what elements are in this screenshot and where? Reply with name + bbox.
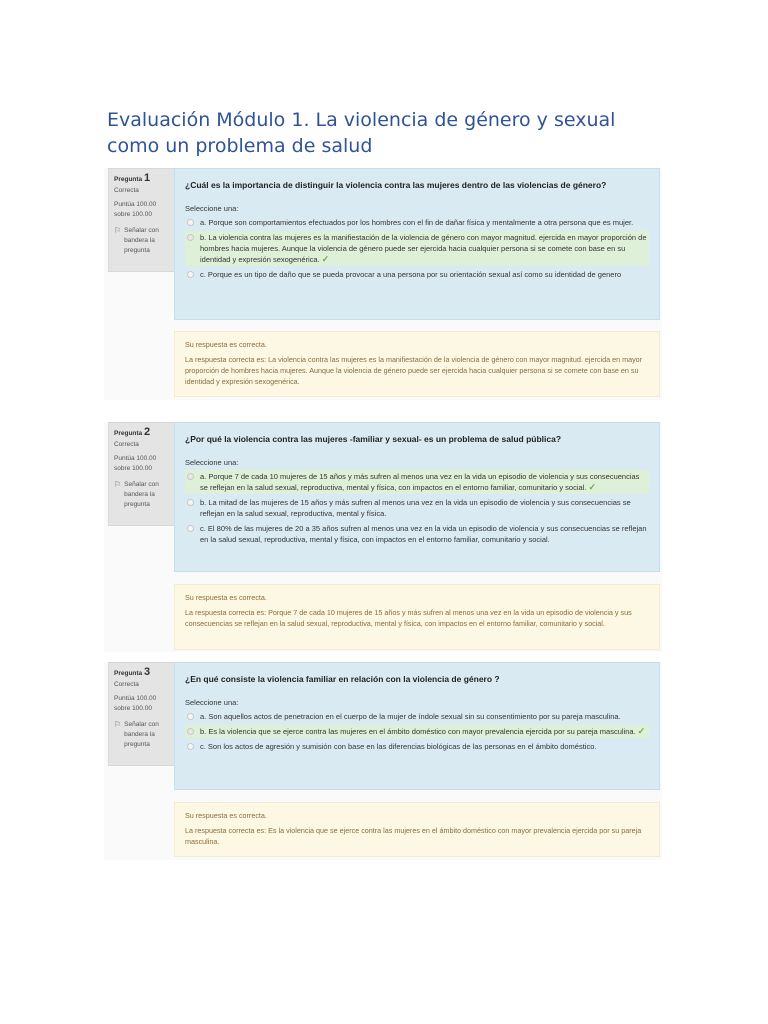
question-info <box>108 422 176 526</box>
question-formulation <box>174 168 660 320</box>
select-prompt: Seleccione una: <box>185 204 239 213</box>
grade-line-2: sobre 100.00 <box>114 465 152 472</box>
question-state: Correcta <box>114 441 139 448</box>
answer-text: c. El 80% de las mujeres de 20 a 35 años sufren al menos una vez en la vida un episodio de violencia y sus consecuencias se reflejan en la salud sexual, reproductiva, mental y física, con impactos en el entorno familiar, comunitario y social. <box>200 524 647 544</box>
feedback-text: Su respuesta es correcta. <box>185 340 267 349</box>
radio-button[interactable] <box>187 525 194 532</box>
question-text: ¿Por qué la violencia contra las mujeres -familiar y sexual- es un problema de salud pública? <box>185 434 562 444</box>
radio-button[interactable] <box>187 219 194 226</box>
answer-option[interactable] <box>185 268 649 281</box>
question-formulation <box>174 662 660 790</box>
flag-icon: ⚐ <box>114 480 122 489</box>
radio-button[interactable] <box>187 728 194 735</box>
answer-text: b. La mitad de las mujeres de 15 años y más sufren al menos una vez en la vida un episodio de violencia y sus consecuencias se reflejan en la salud sexual, reproductiva, mental y física. <box>200 498 631 518</box>
answer-text: a. Porque son comportamientos efectuados por los hombres con el fin de dañar física y mentalmente a otra persona que es mujer. <box>200 218 634 227</box>
flag-question-toggle[interactable] <box>114 480 170 510</box>
check-icon: ✓ <box>588 482 596 492</box>
answer-text: c. Porque es un tipo de daño que se pueda provocar a una persona por su orientación sexual así como su identidad de genero <box>200 270 622 279</box>
answer-option[interactable] <box>185 710 649 723</box>
question-3 <box>104 662 662 860</box>
right-answer-text: La respuesta correcta es: Porque 7 de cada 10 mujeres de 15 años y más sufren al menos una vez en la vida un episodio de violencia y sus consecuencias se reflejan en la salud sexual, reproductiva, mental y física, con impactos en el entorno familiar, comunitario y social. <box>185 608 632 628</box>
radio-button[interactable] <box>187 234 194 241</box>
question-text: ¿En qué consiste la violencia familiar en relación con la violencia de género ? <box>185 674 500 684</box>
grade-line-2: sobre 100.00 <box>114 211 152 218</box>
flag-icon: ⚐ <box>114 226 122 235</box>
answer-text: c. Son los actos de agresión y sumisión con base en las diferencias biológicas de las personas en el ámbito doméstico. <box>200 742 597 751</box>
select-prompt: Seleccione una: <box>185 458 239 467</box>
flag-question-toggle[interactable] <box>114 720 170 750</box>
check-icon: ✓ <box>321 254 330 264</box>
question-number: Pregunta 1 <box>114 172 151 184</box>
grade-line-2: sobre 100.00 <box>114 705 152 712</box>
answer-text: a. Porque 7 de cada 10 mujeres de 15 años y más sufren al menos una vez en la vida un episodio de violencia y sus consecuencias se reflejan en la salud sexual, reproductiva, mental y física, con impactos en el entorno familiar, comunitario y social. ✓ <box>200 472 640 492</box>
question-state: Correcta <box>114 187 139 194</box>
right-answer-text: La respuesta correcta es: La violencia contra las mujeres es la manifiestación de la violencia de género con mayor magnitud. ejercida en mayor proporción de hombres hacia mujeres. Aunque la violencia de género puede ser ejercida hacia cualquier persona si se comete con base en su identidad y expresión sexogenérica. <box>185 355 643 386</box>
answer-option-selected[interactable] <box>185 470 649 494</box>
question-info <box>108 662 176 766</box>
answer-option[interactable] <box>185 216 649 229</box>
answer-text: a. Son aquellos actos de penetracion en el cuerpo de la mujer de índole sexual sin su consentimiento por su pareja masculina. <box>200 712 621 721</box>
radio-button[interactable] <box>187 743 194 750</box>
feedback-text: Su respuesta es correcta. <box>185 593 267 602</box>
answer-option[interactable] <box>185 496 649 520</box>
grade-line-1: Puntúa 100.00 <box>114 201 157 208</box>
grade-line-1: Puntúa 100.00 <box>114 695 157 702</box>
answer-option[interactable] <box>185 740 649 753</box>
radio-button[interactable] <box>187 499 194 506</box>
flag-label: Señalar con bandera la pregunta <box>124 481 159 508</box>
answer-feedback <box>174 331 660 397</box>
flag-question-toggle[interactable] <box>114 226 170 256</box>
question-2 <box>104 422 662 652</box>
question-number: Pregunta 2 <box>114 426 151 438</box>
answer-feedback <box>174 584 660 650</box>
select-prompt: Seleccione una: <box>185 698 239 707</box>
check-icon: ✓ <box>637 726 646 736</box>
feedback-text: Su respuesta es correcta. <box>185 811 267 820</box>
answer-text: b. Es la violencia que se ejerce contra las mujeres en el ámbito doméstico con mayor prevalencia ejercida por su pareja masculina. ✓ <box>200 726 646 736</box>
question-state: Correcta <box>114 681 139 688</box>
question-formulation <box>174 422 660 572</box>
question-1 <box>104 168 662 400</box>
grade-line-1: Puntúa 100.00 <box>114 455 157 462</box>
page-title: Evaluación Módulo 1. La violencia de género y sexual como un problema de salud <box>107 109 616 157</box>
answer-option-selected[interactable] <box>185 231 649 266</box>
question-info <box>108 168 176 272</box>
right-answer-text: La respuesta correcta es: Es la violencia que se ejerce contra las mujeres en el ámbito doméstico con mayor prevalencia ejercida por su pareja masculina. <box>185 826 642 846</box>
answer-option-selected[interactable] <box>185 725 649 738</box>
flag-label: Señalar con bandera la pregunta <box>124 227 159 254</box>
question-text: ¿Cuál es la importancia de distinguir la violencia contra las mujeres dentro de las violencias de género? <box>185 180 607 190</box>
radio-button[interactable] <box>187 271 194 278</box>
answer-option[interactable] <box>185 522 649 546</box>
question-number: Pregunta 3 <box>114 666 151 678</box>
flag-label: Señalar con bandera la pregunta <box>124 721 159 748</box>
answer-feedback <box>174 802 660 857</box>
answer-text: b. La violencia contra las mujeres es la manifiestación de la violencia de género con mayor magnitud. ejercida en mayor proporción de hombres hacia mujeres. Aunque la violencia de género puede ser ejercida hacia cualquier persona si se comete con base en su identidad y expresión sexogenérica. ✓ <box>200 233 647 264</box>
flag-icon: ⚐ <box>114 720 122 729</box>
radio-button[interactable] <box>187 473 194 480</box>
radio-button[interactable] <box>187 713 194 720</box>
